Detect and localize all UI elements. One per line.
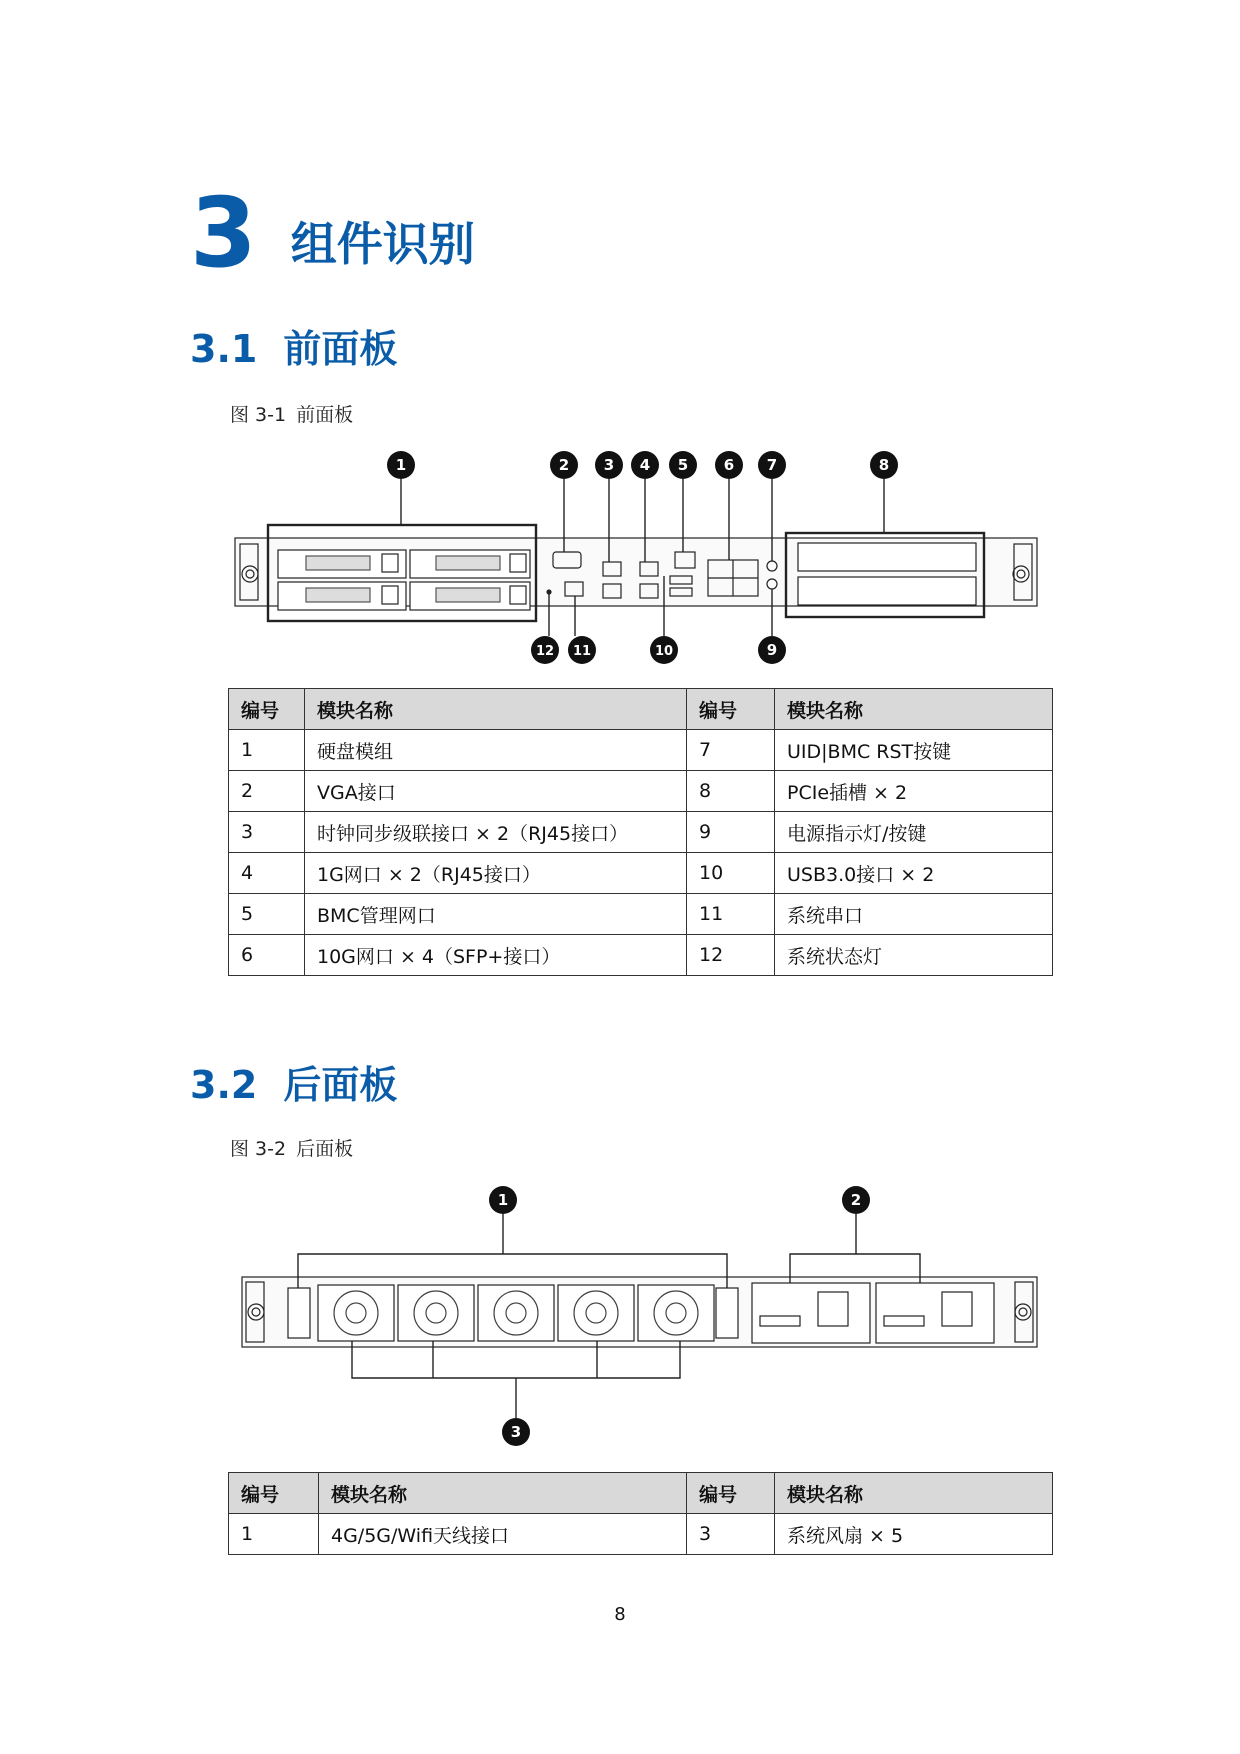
section-number: 3.1 [190, 327, 258, 371]
table-cell: USB3.0接口 × 2 [775, 853, 1053, 894]
front-callout-5: 5 [677, 456, 689, 474]
front-callout-10: 10 [654, 644, 674, 659]
table-cell: 12 [687, 935, 775, 976]
table-row [229, 1514, 1053, 1555]
table-cell: 6 [229, 935, 305, 976]
table-cell: 电源指示灯/按键 [775, 812, 1053, 853]
table-cell: 系统风扇 × 5 [775, 1514, 1053, 1555]
table-cell: 10G网口 × 4（SFP+接口） [305, 935, 687, 976]
figure-caption-rear [230, 1134, 353, 1161]
figure-title: 前面板 [296, 404, 354, 426]
table-header-row [229, 689, 1053, 730]
table-cell: 4 [229, 853, 305, 894]
table-cell: 系统串口 [775, 894, 1053, 935]
table-cell: 4G/5G/Wifi天线接口 [319, 1514, 687, 1555]
front-callout-12: 12 [535, 644, 555, 659]
front-callout-1: 1 [395, 456, 407, 474]
header-number: 编号 [229, 689, 305, 730]
table-cell: 5 [229, 894, 305, 935]
table-cell: 时钟同步级联接口 × 2（RJ45接口） [305, 812, 687, 853]
table-cell: 1G网口 × 2（RJ45接口） [305, 853, 687, 894]
table-cell: BMC管理网口 [305, 894, 687, 935]
header-number: 编号 [687, 689, 775, 730]
front-callout-8: 8 [878, 456, 890, 474]
rear-callout-3: 3 [510, 1423, 522, 1441]
table-row [229, 894, 1053, 935]
header-module-name: 模块名称 [305, 689, 687, 730]
header-module-name: 模块名称 [319, 1473, 687, 1514]
table-cell: 9 [687, 812, 775, 853]
table-cell: 硬盘模组 [305, 730, 687, 771]
header-module-name: 模块名称 [775, 1473, 1053, 1514]
section-heading-front [190, 318, 397, 373]
front-callout-6: 6 [723, 456, 735, 474]
table-cell: 3 [229, 812, 305, 853]
front-callout-4: 4 [639, 456, 651, 474]
page-number: 8 [614, 1604, 626, 1625]
chapter-number: 3 [190, 177, 257, 289]
table-row [229, 935, 1053, 976]
section-heading-rear [190, 1054, 397, 1109]
table-cell: 系统状态灯 [775, 935, 1053, 976]
front-callout-9: 9 [766, 641, 778, 659]
table-cell: VGA接口 [305, 771, 687, 812]
table-row [229, 853, 1053, 894]
table-cell: 2 [229, 771, 305, 812]
section-number: 3.2 [190, 1063, 258, 1107]
rear-callout-1: 1 [497, 1191, 509, 1209]
table-cell: 8 [687, 771, 775, 812]
table-row [229, 771, 1053, 812]
front-panel-diagram [0, 440, 1240, 680]
table-cell: PCIe插槽 × 2 [775, 771, 1053, 812]
figure-title: 后面板 [296, 1138, 354, 1160]
front-callout-11: 11 [572, 644, 592, 659]
header-module-name: 模块名称 [775, 689, 1053, 730]
front-panel-table [228, 688, 1053, 976]
header-number: 编号 [229, 1473, 319, 1514]
rear-panel-table [228, 1472, 1053, 1555]
table-cell: 3 [687, 1514, 775, 1555]
chapter-heading [190, 177, 475, 289]
front-callout-3: 3 [603, 456, 615, 474]
figure-label: 图 3-2 [230, 1138, 287, 1160]
table-cell: 11 [687, 894, 775, 935]
rear-callout-2: 2 [850, 1191, 862, 1209]
front-callout-7: 7 [766, 456, 778, 474]
section-title: 后面板 [283, 1063, 398, 1107]
table-row [229, 730, 1053, 771]
table-cell: 7 [687, 730, 775, 771]
chapter-title: 组件识别 [290, 217, 475, 271]
table-cell: 1 [229, 1514, 319, 1555]
figure-label: 图 3-1 [230, 404, 287, 426]
table-row [229, 812, 1053, 853]
table-cell: 10 [687, 853, 775, 894]
table-header-row [229, 1473, 1053, 1514]
table-cell: 1 [229, 730, 305, 771]
figure-caption-front [230, 400, 353, 427]
header-number: 编号 [687, 1473, 775, 1514]
table-cell: UID|BMC RST按键 [775, 730, 1053, 771]
rear-panel-diagram [0, 1180, 1240, 1460]
front-callout-2: 2 [558, 456, 570, 474]
section-title: 前面板 [283, 327, 398, 371]
